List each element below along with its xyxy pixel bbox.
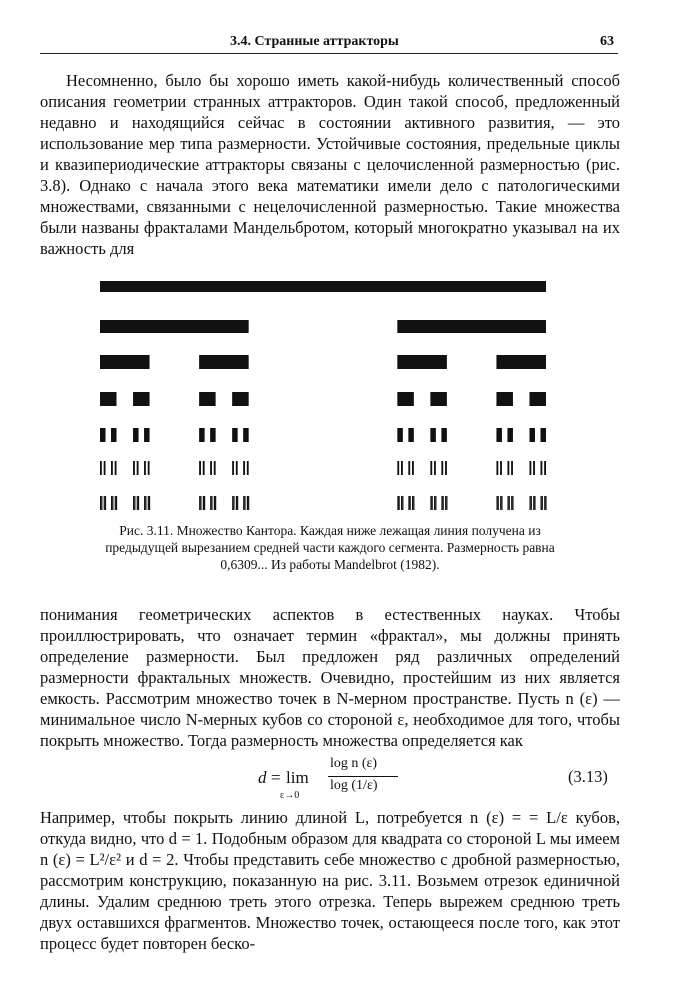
cantor-segment-l6-30 xyxy=(247,496,248,510)
caption-line-1: Рис. 3.11. Множество Кантора. Каждая ниже лежащая линия получена из xyxy=(119,523,541,538)
cantor-segment-l6-26 xyxy=(236,496,237,510)
cantor-segment-l4-8 xyxy=(397,428,403,442)
cantor-segment-l6-29 xyxy=(244,496,245,510)
cantor-segment-l5-13 xyxy=(236,461,238,475)
cantor-segment-l5-9 xyxy=(203,461,205,475)
cantor-segment-l4-1 xyxy=(111,428,117,442)
cantor-segment-l5-1 xyxy=(104,461,106,475)
cantor-segment-l6-0 xyxy=(100,496,101,510)
cantor-segment-l5-10 xyxy=(210,461,212,475)
cantor-segment-l6-2 xyxy=(104,496,105,510)
cantor-segment-l4-11 xyxy=(441,428,447,442)
cantor-segment-l6-19 xyxy=(204,496,205,510)
cantor-segment-l5-26 xyxy=(507,461,509,475)
cantor-segment-l6-6 xyxy=(115,496,116,510)
cantor-segment-l6-10 xyxy=(137,496,138,510)
cantor-segment-l2-1 xyxy=(199,355,249,369)
cantor-segment-l5-23 xyxy=(445,461,447,475)
figure-caption xyxy=(40,522,620,573)
cantor-segment-l5-22 xyxy=(441,461,443,475)
cantor-segment-l5-18 xyxy=(408,461,410,475)
cantor-segment-l4-0 xyxy=(100,428,106,442)
cantor-segment-l5-30 xyxy=(540,461,542,475)
cantor-segment-l6-13 xyxy=(145,496,146,510)
cantor-segment-l5-27 xyxy=(511,461,513,475)
cantor-segment-l6-16 xyxy=(199,496,200,510)
equation-equals: = xyxy=(271,768,281,787)
cantor-segment-l6-56 xyxy=(529,496,530,510)
cantor-segment-l6-7 xyxy=(116,496,117,510)
paragraph-example: Например, чтобы покрыть линию длиной L, потребуется n (ε) = = L/ε кубов, откуда видно, что d = 1. Подобным образом для квадрата со стороной L мы имеем n (ε) = L²/ε² и d = 2. Чтобы представить себе множество с дробной размерностью, рассмотрим конструкцию, показанную на рис. 3.11. Возьмем отрезок единичной длины. Удалим среднюю треть этого отрезка. Теперь вырежем среднюю треть двух оставшихся фрагментов. Множество точек, остающееся после того, как этот процесс будет повторен беско- xyxy=(40,808,620,953)
cantor-segment-l6-46 xyxy=(445,496,446,510)
cantor-segment-l5-14 xyxy=(243,461,245,475)
cantor-segment-l3-6 xyxy=(496,392,513,406)
cantor-segment-l6-4 xyxy=(111,496,112,510)
cantor-segment-l4-3 xyxy=(144,428,150,442)
cantor-segment-l6-18 xyxy=(203,496,204,510)
cantor-segment-l6-21 xyxy=(211,496,212,510)
cantor-segment-l6-36 xyxy=(408,496,409,510)
cantor-segment-l5-0 xyxy=(100,461,102,475)
cantor-segment-l5-20 xyxy=(430,461,432,475)
cantor-segment-l6-33 xyxy=(399,496,400,510)
cantor-segment-l6-9 xyxy=(134,496,135,510)
cantor-segment-l3-1 xyxy=(133,392,150,406)
cantor-segment-l3-5 xyxy=(430,392,447,406)
paragraph-dimension: понимания геометрических аспектов в естественных науках. Чтобы проиллюстрировать, что означает термин «фрактал», мы должны принять определение размерности. Был предложен ряд различных определений размерности фрактальных множеств. Очевидно, простейшим из них является емкость. Рассмотрим множество точек в N-мерном пространстве. Пусть n (ε) — минимальное число N-мерных кубов со стороной ε, необходимое для того, чтобы покрыть множество. Тогда размерность множества определяется как xyxy=(40,605,620,750)
equation-lhs: d xyxy=(258,768,267,787)
cantor-segment-l6-25 xyxy=(233,496,234,510)
cantor-segment-l6-51 xyxy=(501,496,502,510)
cantor-segment-l6-42 xyxy=(434,496,435,510)
cantor-segment-l6-52 xyxy=(507,496,508,510)
equation-numerator: log n (ε) xyxy=(330,756,378,771)
cantor-segment-l6-22 xyxy=(214,496,215,510)
cantor-segment-l5-5 xyxy=(137,461,139,475)
cantor-segment-l6-17 xyxy=(200,496,201,510)
cantor-segment-l6-41 xyxy=(432,496,433,510)
cantor-segment-l2-2 xyxy=(397,355,447,369)
cantor-segment-l6-15 xyxy=(149,496,150,510)
cantor-segment-l6-59 xyxy=(534,496,535,510)
caption-line-3: 0,6309... Из работы Mandelbrot (1982). xyxy=(220,557,440,572)
cantor-segment-l5-4 xyxy=(133,461,135,475)
cantor-segment-l3-7 xyxy=(529,392,546,406)
cantor-segment-l6-37 xyxy=(410,496,411,510)
cantor-segment-l6-38 xyxy=(412,496,413,510)
cantor-segment-l0-0 xyxy=(100,281,546,292)
equation-3-13 xyxy=(258,756,418,801)
cantor-segment-l4-14 xyxy=(529,428,535,442)
cantor-segment-l6-5 xyxy=(112,496,113,510)
equation-denominator: log (1/ε) xyxy=(330,778,378,793)
cantor-segment-l4-9 xyxy=(408,428,414,442)
cantor-segment-l5-15 xyxy=(247,461,249,475)
cantor-segment-l5-17 xyxy=(401,461,403,475)
cantor-segment-l6-24 xyxy=(232,496,233,510)
cantor-segment-l5-25 xyxy=(500,461,502,475)
cantor-segment-l4-13 xyxy=(507,428,513,442)
cantor-segment-l6-40 xyxy=(430,496,431,510)
cantor-segment-l5-24 xyxy=(496,461,498,475)
paragraph-intro: Несомненно, было бы хорошо иметь какой-нибудь количественный способ описания геометрии странных аттракторов. Один такой способ, предложенный недавно и находящийся сейчас в состоянии активного развития, — это использование мер типа размерности. Устойчивые состояния, предельные циклы и квазипериодические аттракторы связаны с целочисленной размерностью (рис. 3.8). Однако с начала этого века математики имели дело с патологическими множествами, связанными с нецелочисленной размерностью. Такие множества были названы фракталами Мандельбротом, который многократно указывал на их важность для xyxy=(40,71,620,258)
cantor-segment-l5-12 xyxy=(232,461,234,475)
cantor-segment-l5-11 xyxy=(214,461,216,475)
cantor-segment-l3-4 xyxy=(397,392,414,406)
cantor-segment-l4-7 xyxy=(243,428,249,442)
cantor-segment-l6-12 xyxy=(144,496,145,510)
cantor-segment-l4-12 xyxy=(496,428,502,442)
cantor-segment-l3-2 xyxy=(199,392,216,406)
page-number: 63 xyxy=(600,34,614,49)
cantor-segment-l5-16 xyxy=(397,461,399,475)
cantor-segment-l2-0 xyxy=(100,355,150,369)
cantor-segment-l1-0 xyxy=(100,320,249,333)
cantor-segment-l6-55 xyxy=(512,496,513,510)
cantor-segment-l6-11 xyxy=(138,496,139,510)
cantor-segment-l6-44 xyxy=(441,496,442,510)
cantor-segment-l4-5 xyxy=(210,428,216,442)
cantor-segment-l6-50 xyxy=(500,496,501,510)
cantor-segment-l6-45 xyxy=(443,496,444,510)
cantor-segment-l5-29 xyxy=(533,461,535,475)
cantor-segment-l6-3 xyxy=(105,496,106,510)
cantor-segment-l6-34 xyxy=(401,496,402,510)
cantor-segment-l4-2 xyxy=(133,428,139,442)
cantor-segment-l5-3 xyxy=(115,461,117,475)
cantor-segment-l1-1 xyxy=(397,320,546,333)
cantor-segment-l5-28 xyxy=(529,461,531,475)
cantor-segment-l5-8 xyxy=(199,461,201,475)
cantor-segment-l6-47 xyxy=(446,496,447,510)
cantor-segment-l6-1 xyxy=(101,496,102,510)
cantor-segment-l6-8 xyxy=(133,496,134,510)
cantor-segment-l4-10 xyxy=(430,428,436,442)
cantor-segment-l5-21 xyxy=(434,461,436,475)
cantor-segment-l6-54 xyxy=(511,496,512,510)
cantor-segment-l6-60 xyxy=(540,496,541,510)
equation-number: (3.13) xyxy=(568,767,608,786)
cantor-segment-l6-39 xyxy=(413,496,414,510)
cantor-segment-l5-19 xyxy=(412,461,414,475)
cantor-segment-l3-3 xyxy=(232,392,249,406)
cantor-segment-l6-32 xyxy=(397,496,398,510)
cantor-segment-l6-23 xyxy=(215,496,216,510)
cantor-segment-l6-62 xyxy=(544,496,545,510)
cantor-segment-l6-31 xyxy=(248,496,249,510)
cantor-segment-l6-53 xyxy=(509,496,510,510)
cantor-segment-l6-48 xyxy=(496,496,497,510)
cantor-segment-l6-14 xyxy=(148,496,149,510)
caption-line-2: предыдущей вырезанием средней части каждого сегмента. Размерность равна xyxy=(105,540,555,555)
cantor-segment-l6-57 xyxy=(531,496,532,510)
cantor-segment-l6-20 xyxy=(210,496,211,510)
cantor-segment-l5-7 xyxy=(148,461,150,475)
cantor-segment-l3-0 xyxy=(100,392,117,406)
cantor-segment-l4-6 xyxy=(232,428,238,442)
cantor-segment-l2-3 xyxy=(496,355,546,369)
section-title: 3.4. Странные аттракторы xyxy=(230,34,399,49)
cantor-segment-l5-31 xyxy=(544,461,546,475)
equation-lim: lim xyxy=(286,768,309,787)
cantor-segment-l6-49 xyxy=(498,496,499,510)
cantor-segment-l4-4 xyxy=(199,428,205,442)
cantor-segment-l6-35 xyxy=(402,496,403,510)
cantor-segment-l5-6 xyxy=(144,461,146,475)
fraction-bar xyxy=(328,776,398,777)
equation-lim-subscript: ε→0 xyxy=(280,790,300,801)
cantor-segment-l6-27 xyxy=(237,496,238,510)
cantor-segment-l4-15 xyxy=(540,428,546,442)
cantor-segment-l6-63 xyxy=(545,496,546,510)
cantor-segment-l6-43 xyxy=(435,496,436,510)
cantor-segment-l6-58 xyxy=(533,496,534,510)
cantor-segment-l5-2 xyxy=(111,461,113,475)
cantor-segment-l6-28 xyxy=(243,496,244,510)
cantor-segment-l6-61 xyxy=(542,496,543,510)
